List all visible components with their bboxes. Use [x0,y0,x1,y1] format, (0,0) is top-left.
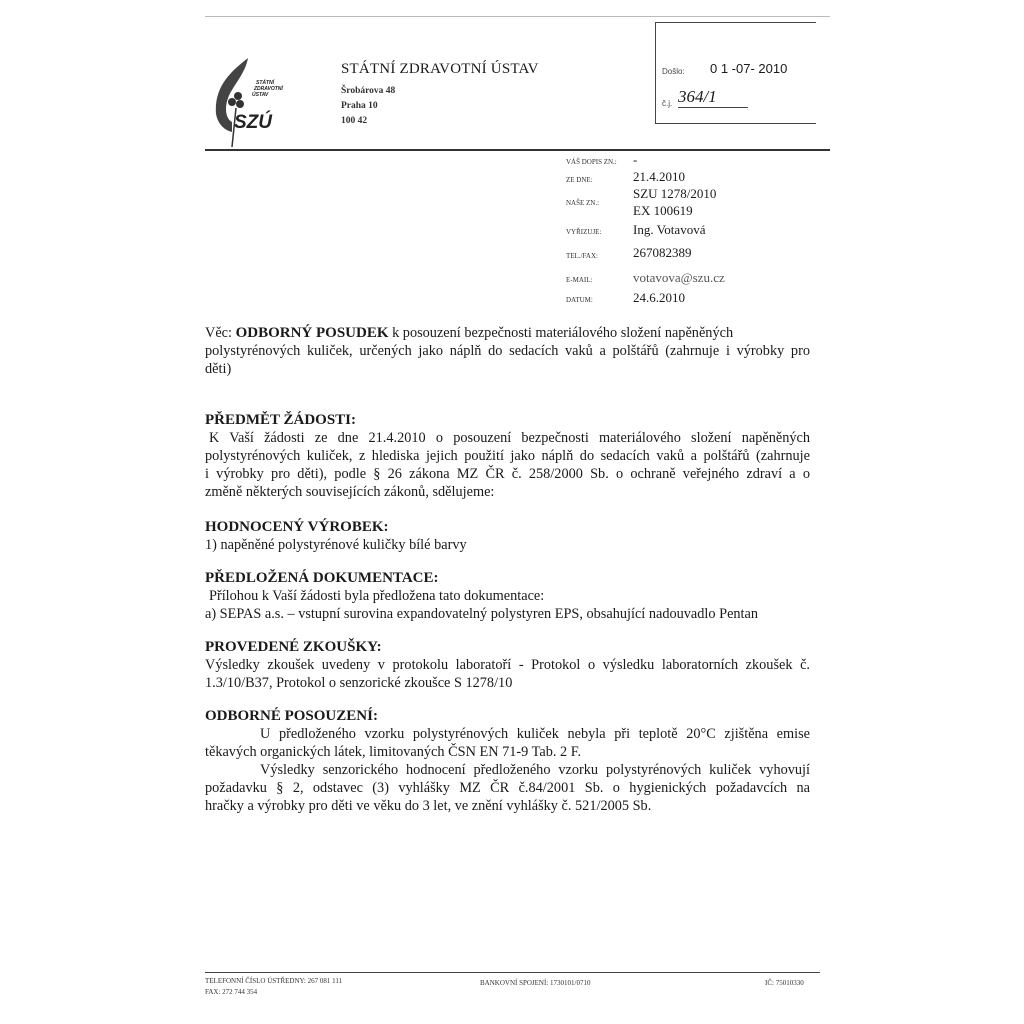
registration-number: 364/1 [678,87,748,108]
top-rule [205,16,830,17]
svg-text:ÚSTAV: ÚSTAV [252,92,269,98]
address-street: Šrobárova 48 [341,86,396,96]
meta-label: TEL./FAX: [566,252,598,260]
section-assessment [205,707,810,815]
section-tests [205,638,810,692]
text-line: U předloženého vzorku polystyrénových kuliček nebyla při teplotě 20°C zjištěna emise [260,726,810,742]
subject-line: k posouzení bezpečnosti materiálového složení napěněných [388,325,734,341]
section-request [205,411,810,501]
meta-label: NAŠE ZN.: [566,199,600,207]
meta-value: 24.6.2010 [633,290,685,305]
meta-value: votavova@szu.cz [633,270,725,285]
text-line: Výsledky zkoušek uvedeny v protokolu laboratoří - Protokol o výsledku laboratorních zkoušek č. [205,657,810,673]
address-city: Praha 10 [341,101,378,111]
text-line: těkavých organických látek, limitovaných ČSN EN 71-9 Tab. 2 F. [205,744,582,760]
section-documentation [205,569,810,623]
text-line: hračky a výrobky pro děti ve věku do 3 let, ve znění vyhlášky č. 521/2005 Sb. [205,798,652,814]
text-line: a) SEPAS a.s. – vstupní surovina expandovatelný polystyren EPS, obsahující nadouvadlo Pentan [205,606,759,622]
address-zip: 100 42 [341,116,368,126]
svg-text:STÁTNÍ: STÁTNÍ [256,80,275,86]
footer-rule [205,972,820,973]
section-heading: ODBORNÉ POSOUZENÍ: [205,708,378,724]
subject-prefix: Věc: [205,325,236,341]
subject-line: děti) [205,361,232,377]
text-line: Přílohou k Vaší žádosti byla předložena tato dokumentace: [209,588,545,604]
footer-fax: FAX: 272 744 354 [205,988,258,996]
received-stamp [655,22,816,124]
meta-value: 21.4.2010 [633,169,685,184]
section-heading: HODNOCENÝ VÝROBEK: [205,519,389,535]
text-line: požadavku § 2, odstavec (3) vyhlášky MZ ČR č.84/2001 Sb. o hygienických požadavcích na [205,780,810,796]
meta-value: SZU 1278/2010 [633,186,717,201]
svg-text:SZÚ: SZÚ [234,112,272,133]
text-line: polystyrénových kuliček, z hlediska jejich použití jako náplň do sedacích vaků a polštářů (zahrnuje [205,448,810,464]
text-line: Výsledky senzorického hodnocení předloženého vzorku polystyrénových kuliček vyhovují [260,762,810,778]
subject-title: ODBORNÝ POSUDEK [235,325,389,341]
received-label: Došlo: [662,67,685,76]
text-line: 1.3/10/B37, Protokol o senzorické zkoušce S 1278/10 [205,675,513,691]
meta-label: E-MAIL: [566,276,593,284]
footer-phone: TELEFONNÍ ČÍSLO ÚSTŘEDNY: 267 081 111 [205,977,343,985]
org-name: STÁTNÍ ZDRAVOTNÍ ÚSTAV [341,61,539,77]
meta-label: DATUM: [566,296,593,304]
header-rule [205,149,830,151]
section-heading: PŘEDLOŽENÁ DOKUMENTACE: [205,570,439,586]
meta-value: - [633,152,638,167]
meta-value: Ing. Votavová [633,222,706,237]
meta-label: VÁŠ DOPIS ZN.: [566,158,617,166]
text-line: 1) napěněné polystyrénové kuličky bílé barvy [205,537,467,553]
footer-ic: IČ: 75010330 [765,979,804,987]
svg-text:ZDRAVOTNÍ: ZDRAVOTNÍ [254,86,283,92]
subject [205,324,810,378]
text-line: změně některých souvisejících zákonů, sdělujeme: [205,484,495,500]
section-heading: PROVEDENÉ ZKOUŠKY: [205,639,382,655]
number-label: č.j. [662,99,673,108]
meta-value: 267082389 [633,245,692,260]
received-date: 0 1 -07- 2010 [710,61,788,76]
meta-label: ZE DNE: [566,176,593,184]
text-line: i výrobky pro děti), podle § 26 zákona MZ ČR č. 258/2000 Sb. o ochraně veřejného zdraví a o [205,466,810,482]
meta-label: VYŘIZUJE: [566,228,602,236]
footer-bank: BANKOVNÍ SPOJENÍ: 1730101/0710 [480,979,591,987]
meta-value: EX 100619 [633,203,693,218]
section-product [205,518,810,554]
szu-logo [210,52,290,152]
section-heading: PŘEDMĚT ŽÁDOSTI: [205,412,356,428]
subject-line: polystyrénových kuliček, určených jako náplň do sedacích vaků a polštářů (zahrnuje i výrobky pro [205,343,810,359]
text-line: K Vaší žádosti ze dne 21.4.2010 o posouzení bezpečnosti materiálového složení napěněných [209,430,810,446]
